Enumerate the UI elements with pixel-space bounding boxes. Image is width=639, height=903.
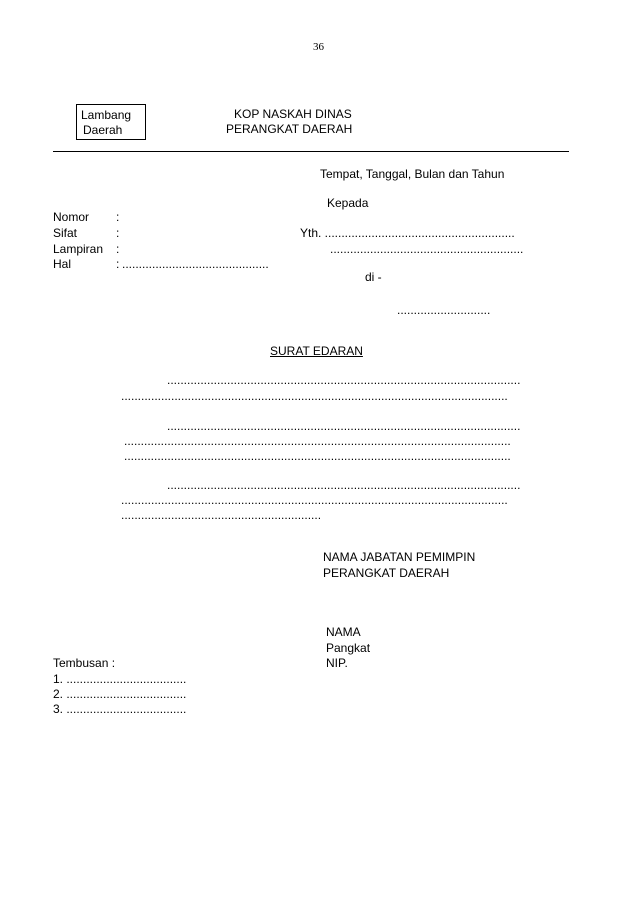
field-value-hal: ............................................ bbox=[122, 257, 269, 271]
page-number: 36 bbox=[313, 41, 324, 53]
field-sep-nomor: : bbox=[116, 210, 120, 224]
field-label-lampiran: Lampiran bbox=[53, 242, 104, 256]
logo-placeholder-box bbox=[76, 104, 146, 140]
body-p1-line2: .................................................................................................................... bbox=[121, 389, 508, 403]
body-p2-line1: .......................................................................................................... bbox=[167, 419, 521, 433]
signer-name: NAMA bbox=[326, 625, 361, 639]
field-sep-lampiran: : bbox=[116, 242, 120, 256]
recipient-place: ............................ bbox=[397, 303, 491, 317]
recipient-yth: Yth. ......................................................... bbox=[300, 226, 515, 240]
kop-title-line2: PERANGKAT DAERAH bbox=[226, 122, 353, 136]
recipient-kepada: Kepada bbox=[327, 196, 369, 210]
logo-label-line2: Daerah bbox=[83, 123, 123, 137]
field-label-nomor: Nomor bbox=[53, 210, 90, 224]
field-sep-hal: : bbox=[116, 257, 120, 271]
body-p1-line1: .......................................................................................................... bbox=[167, 373, 521, 387]
logo-label-line1: Lambang bbox=[81, 108, 132, 122]
signer-position-line1: NAMA JABATAN PEMIMPIN bbox=[323, 550, 476, 564]
signer-nip: NIP. bbox=[326, 656, 348, 670]
recipient-yth-line2: .......................................................... bbox=[330, 242, 524, 256]
tembusan-item-1: 1. .................................... bbox=[53, 672, 187, 686]
tembusan-item-2: 2. .................................... bbox=[53, 687, 187, 701]
place-date: Tempat, Tanggal, Bulan dan Tahun bbox=[320, 167, 505, 181]
body-p3-line1: .......................................................................................................... bbox=[167, 478, 521, 492]
field-label-hal: Hal bbox=[53, 257, 72, 271]
body-p2-line2: .................................................................................................................... bbox=[124, 434, 511, 448]
body-p2-line3: .................................................................................................................... bbox=[124, 449, 511, 463]
signer-rank: Pangkat bbox=[326, 641, 371, 655]
signer-position-line2: PERANGKAT DAERAH bbox=[323, 566, 450, 580]
body-p3-line3: ............................................................ bbox=[121, 508, 322, 522]
tembusan-label: Tembusan : bbox=[53, 656, 116, 670]
field-sep-sifat: : bbox=[116, 226, 120, 240]
document-title: SURAT EDARAN bbox=[270, 344, 363, 358]
body-p3-line2: .................................................................................................................... bbox=[121, 493, 508, 507]
recipient-di: di - bbox=[365, 270, 382, 284]
header-divider bbox=[53, 151, 569, 152]
field-label-sifat: Sifat bbox=[53, 226, 78, 240]
tembusan-item-3: 3. .................................... bbox=[53, 702, 187, 716]
kop-title-line1: KOP NASKAH DINAS bbox=[234, 107, 352, 121]
